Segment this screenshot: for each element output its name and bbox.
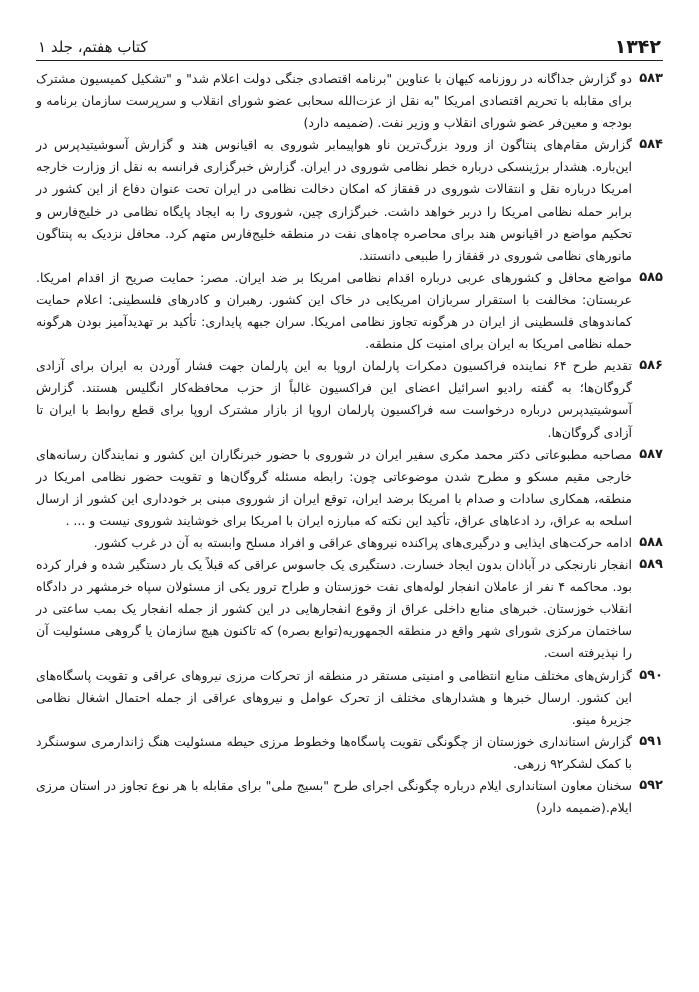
entry-text: گزارش استانداری خوزستان از چگونگی تقویت پاسگاه‌ها وخطوط مرزی حیطه مسئولیت هنگ ژاندارمری سوسنگرد با کمک لشکر۹۲ زرهی. — [36, 733, 632, 771]
list-item — [36, 775, 663, 819]
list-item — [36, 355, 663, 443]
entry-number: ۵۹۰ — [639, 667, 663, 683]
list-item — [36, 134, 663, 267]
entry-text: تقدیم طرح ۶۴ نماینده فراکسیون دمکرات پارلمان اروپا به این پارلمان جهت فشار آوردن به ایران برای آزادی گروگان‌ها؛ به گفته رادیو اسرائیل اعضای این فراکسیون غالباً از حزب محافظه‌کار انگلیس هستند. گزارش آسوشیتیدپرس درباره درخواست سه فراکسیون پارلمان اروپا از بازار مشترک اروپا برای قطع روابط با ایران تا آزادی گروگان‌ها. — [36, 358, 632, 440]
entry-text: گزارش‌های مختلف منابع انتظامی و امنیتی مستقر در منطقه از تحرکات مرزی نیروهای عراقی و تقویت پاسگاه‌های این کشور. ارسال خبرها و هشدارهای مختلف از تحرک عوامل و نیروهای عراقی از جمله احتمال اشغال نظامی جزیرهٔ مینو. — [36, 667, 632, 727]
list-item — [36, 554, 663, 664]
book-title: کتاب هفتم، جلد ۱ — [38, 38, 148, 56]
entry-number: ۵۹۱ — [639, 733, 663, 749]
entry-text: سخنان معاون استانداری ایلام درباره چگونگی اجرای طرح "بسیج ملی" برای مقابله با هر نوع تجاوز در استان مرزی ایلام.(ضمیمه دارد) — [36, 778, 632, 816]
entry-number: ۵۸۳ — [639, 71, 663, 86]
list-item — [36, 267, 663, 355]
entry-text: گزارش مقام‌های پنتاگون از ورود بزرگ‌ترین ناو هواپیمابر شوروی به اقیانوس هند و گزارش آسوشیتیدپرس در این‌باره. هشدار برژینسکی درباره خطر نظامی شوروی در ایران. گزارش خبرگزاری فرانسه به نقل از وزارت خارجه امریکا درباره نقل و انتقالات شوروی در قفقاز که امکان دخالت نظامی در ایران تحت عنوان دفاع از این کشور در برابر حمله نظامی امریکا را دربر خواهد داشت. خبرگزاری چین، شوروی را به ایجاد پایگاه نظامی در خلیج‌فارس و تحکیم مواضع در اقیانوس هند برای محاصره چاه‌های نفت در منطقه خلیج‌فارس متهم کرد. محافل نزدیک به پنتاگون مانورهای نظامی شوروی در قفقاز را طبیعی دانستند. — [36, 137, 632, 263]
entry-number: ۵۸۹ — [639, 557, 663, 573]
list-item — [36, 532, 663, 554]
entry-number: ۵۸۷ — [639, 446, 663, 462]
entry-text: مواضع محافل و کشورهای عربی درباره اقدام نظامی امریکا بر ضد ایران. مصر: حمایت صریح از اقدام امریکا. عربستان: مخالفت با استقرار سربازان امریکایی در خاک این کشور. رهبران و کادرهای فلسطینی: اعلام حمایت کماندوهای فلسطینی از ایران در هرگونه تجاوز نظامی امریکا. سران جبهه پایداری: تأکید بر تهدیدآمیز بودن هرگونه حمله نظامی امریکا به ایران برای امنیت کل منطقه. — [36, 269, 632, 352]
list-item — [36, 444, 663, 532]
entry-number: ۵۸۴ — [639, 137, 663, 153]
entry-text: ادامه حرکت‌های ایذایی و درگیری‌های پراکنده نیروهای عراقی و افراد مسلح وابسته به آن در غرب کشور. — [93, 534, 632, 550]
page-header — [36, 30, 663, 61]
entry-number: ۵۹۲ — [639, 778, 663, 793]
entry-number: ۵۸۸ — [639, 534, 663, 550]
entry-text: انفجار نارنجکی در آبادان بدون ایجاد خسارت. دستگیری یک جاسوس عراقی که قبلاً یک بار دستگیر شده و فرار کرده بود. محاکمه ۴ نفر از عاملان انفجار لوله‌های نفت خوزستان و طراح ترور یکی از مسئولان سپاه خرمشهر در دادگاه انقلاب خوزستان. خبرهای منابع داخلی عراق از وقوع انفجارهایی در این کشور از جمله انفجار یک بمب ساعتی در ساختمان مرکزی شورای شهر واقع در منطقه الجمهوریه(توابع بصره) که تاکنون هیچ سازمان یا گروهی مسئولیت آن را نپذیرفته است. — [36, 557, 632, 661]
entry-text: مصاحبه مطبوعاتی دکتر محمد مکری سفیر ایران در شوروی با حضور خبرنگاران این کشور و نمایندگان رسانه‌های خارجی مقیم مسکو و مطرح شدن موضوعاتی چون: رابطه مسئله گروگان‌ها و تقویت حضور نظامی امریکا در منطقه، همکاری سادات و صدام با امریکا برضد ایران، توقع ایران از شوروی مبنی بر خودداری این کشور از ارسال اسلحه به عراق، رد ادعاهای عراق، تأکید این نکته که مبارزه ایران با امریکا برای خوشایند شوروی نیست و ... . — [36, 446, 632, 528]
entry-number: ۵۸۵ — [639, 269, 663, 285]
entry-number: ۵۸۶ — [639, 358, 663, 374]
list-item — [36, 665, 663, 731]
entry-list — [36, 68, 663, 819]
list-item — [36, 731, 663, 775]
entry-text: دو گزارش جداگانه در روزنامه کیهان با عناوین "برنامه اقتصادی جنگی دولت اعلام شد" و "تشکیل کمیسیون مشترک برای مقابله با تحریم اقتصادی امریکا "به نقل از عزت‌الله سحابی عضو شورای انقلاب و سرپرست سازمان برنامه و بودجه و معین‌فر عضو شورای انقلاب و وزیر نفت. (ضمیمه دارد) — [36, 71, 632, 131]
list-item — [36, 68, 663, 134]
page-number: ۱۳۴۲ — [614, 36, 661, 58]
